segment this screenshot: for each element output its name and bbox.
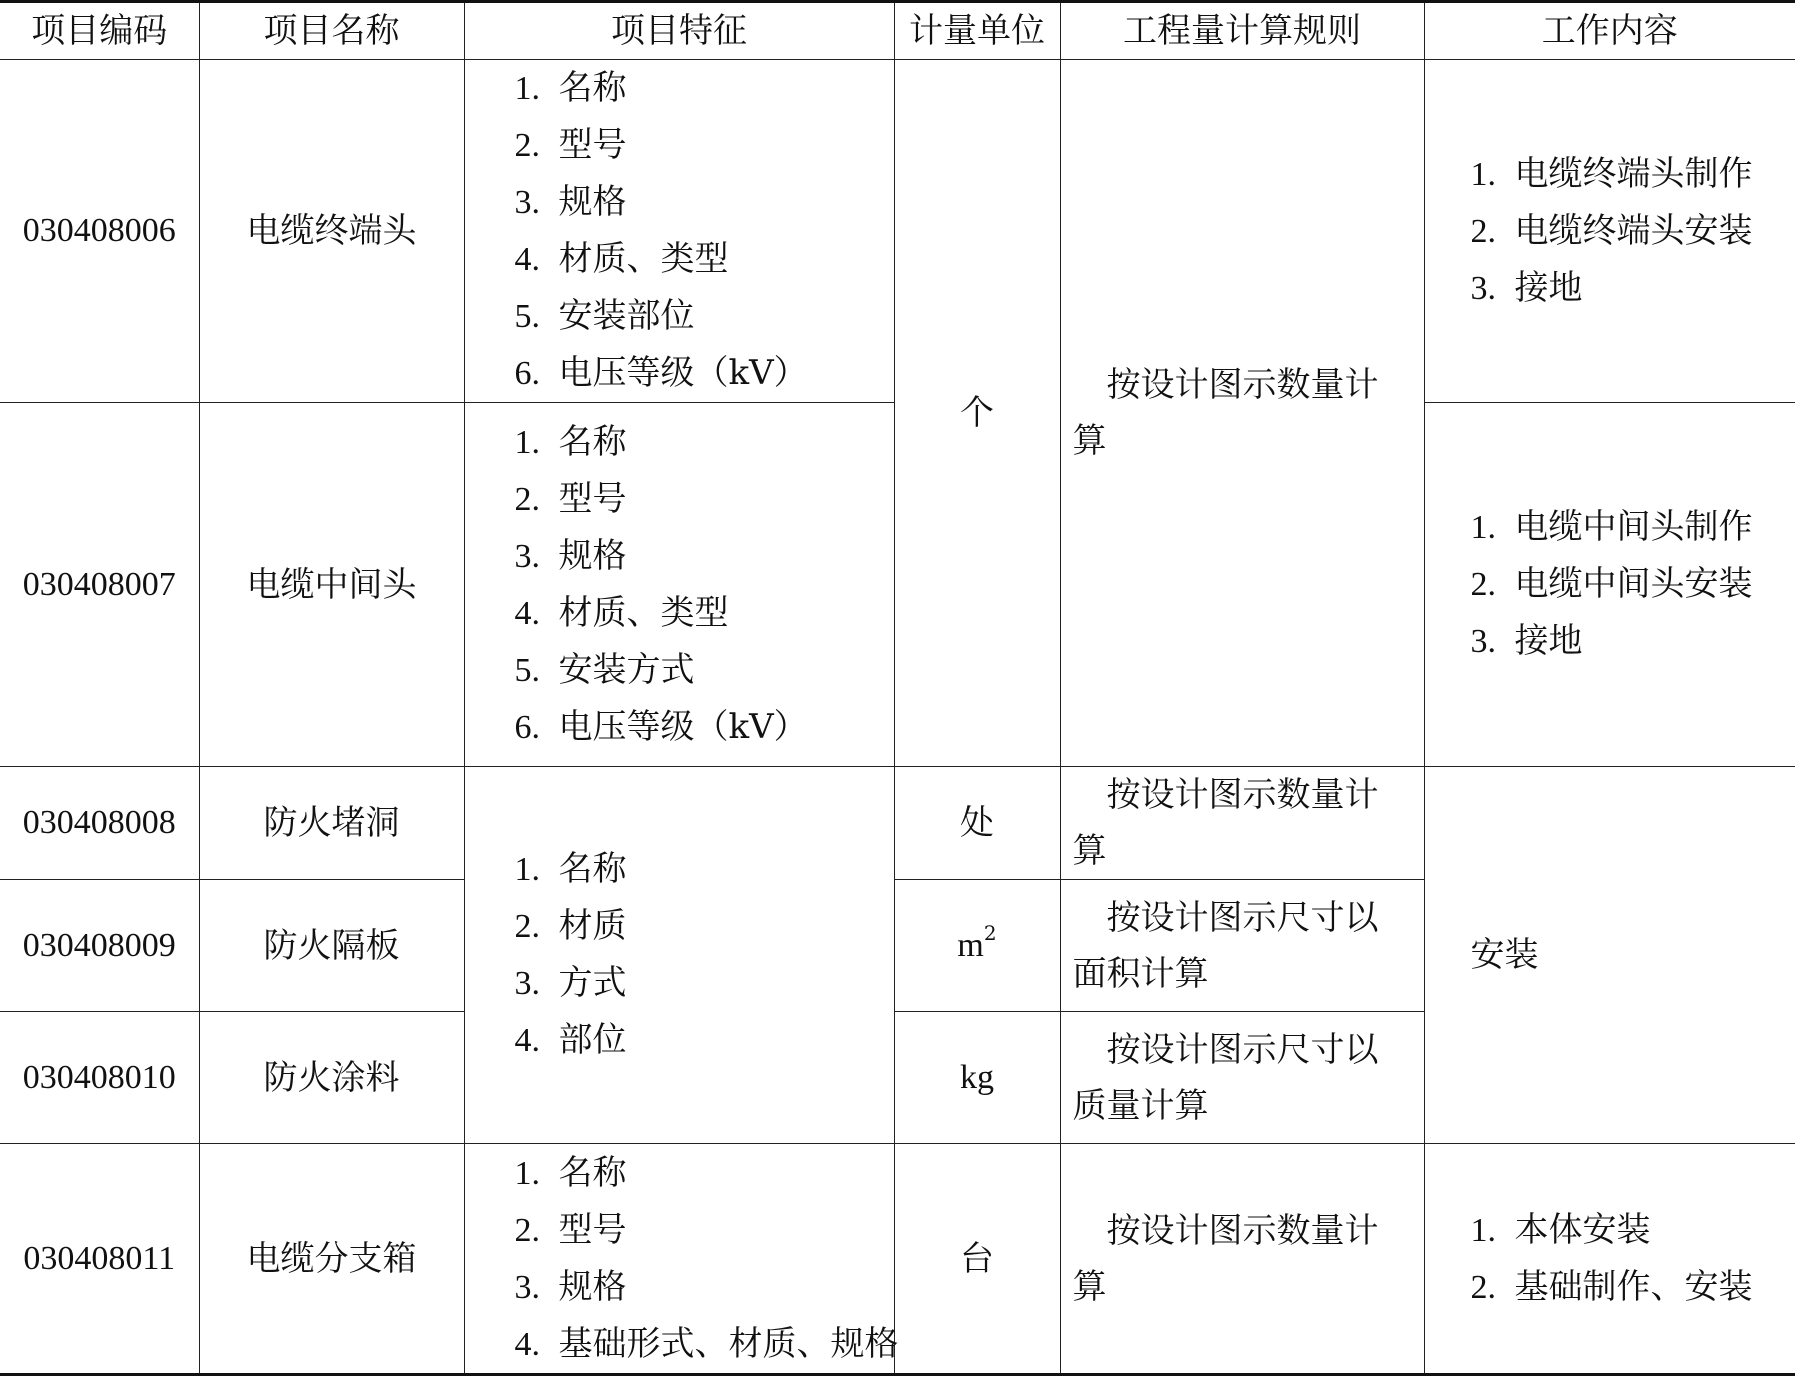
item-features [464, 60, 894, 403]
feature-item: 2. 型号 [515, 117, 894, 174]
work-item: 3. 接地 [1471, 260, 1795, 317]
table-row [0, 60, 1795, 403]
item-code: 030408011 [0, 1144, 199, 1375]
work-item: 2. 电缆中间头安装 [1471, 556, 1795, 613]
item-name: 防火隔板 [199, 880, 464, 1012]
item-unit: $m^2$ [894, 880, 1060, 1012]
item-features [464, 403, 894, 767]
work-item: 1. 电缆终端头制作 [1471, 146, 1795, 203]
feature-item: 1. 名称 [515, 1145, 894, 1202]
item-code: 030408007 [0, 403, 199, 767]
feature-item: 1. 名称 [515, 841, 894, 898]
item-rule: 按设计图示数量计算 [1060, 60, 1424, 767]
item-unit: kg [894, 1012, 1060, 1144]
feature-item: 3. 方式 [515, 955, 894, 1012]
item-work [1424, 1144, 1795, 1375]
item-rule: 按设计图示尺寸以质量计算 [1060, 1012, 1424, 1144]
table-row [0, 1144, 1795, 1375]
work-item: 2. 基础制作、安装 [1471, 1259, 1795, 1316]
feature-item: 5. 安装部位 [515, 288, 894, 345]
feature-item: 5. 安装方式 [515, 642, 894, 699]
item-name: 防火涂料 [199, 1012, 464, 1144]
feature-item: 6. 电压等级（kV） [515, 345, 894, 402]
item-rule: 按设计图示数量计算 [1060, 1144, 1424, 1375]
header-code: 项目编码 [0, 2, 199, 60]
feature-item: 2. 型号 [515, 471, 894, 528]
item-code: 030408010 [0, 1012, 199, 1144]
feature-item: 4. 材质、类型 [515, 585, 894, 642]
feature-item: 4. 材质、类型 [515, 231, 894, 288]
item-work [1424, 403, 1795, 767]
header-name: 项目名称 [199, 2, 464, 60]
header-unit: 计量单位 [894, 2, 1060, 60]
item-rule: 按设计图示数量计算 [1060, 767, 1424, 880]
feature-item: 2. 型号 [515, 1202, 894, 1259]
work-item: 1. 电缆中间头制作 [1471, 499, 1795, 556]
feature-item: 2. 材质 [515, 898, 894, 955]
feature-item: 1. 名称 [515, 60, 894, 117]
header-features: 项目特征 [464, 2, 894, 60]
item-name: 电缆终端头 [199, 60, 464, 403]
item-work: 安装 [1424, 767, 1795, 1144]
work-item: 2. 电缆终端头安装 [1471, 203, 1795, 260]
item-features [464, 1144, 894, 1375]
item-name: 电缆分支箱 [199, 1144, 464, 1375]
item-unit: 个 [894, 60, 1060, 767]
item-unit: 处 [894, 767, 1060, 880]
item-unit: 台 [894, 1144, 1060, 1375]
table-row [0, 767, 1795, 880]
item-code: 030408009 [0, 880, 199, 1012]
feature-item: 4. 基础形式、材质、规格 [515, 1316, 894, 1373]
feature-item: 1. 名称 [515, 414, 894, 471]
header-row [0, 2, 1795, 60]
work-item: 3. 接地 [1471, 613, 1795, 670]
item-work [1424, 60, 1795, 403]
item-name: 防火堵洞 [199, 767, 464, 880]
item-code: 030408006 [0, 60, 199, 403]
header-work: 工作内容 [1424, 2, 1795, 60]
item-features [464, 767, 894, 1144]
item-name: 电缆中间头 [199, 403, 464, 767]
feature-item: 4. 部位 [515, 1012, 894, 1069]
feature-item: 6. 电压等级（kV） [515, 699, 894, 756]
item-code: 030408008 [0, 767, 199, 880]
feature-item: 3. 规格 [515, 528, 894, 585]
item-rule: 按设计图示尺寸以面积计算 [1060, 880, 1424, 1012]
work-item: 1. 本体安装 [1471, 1202, 1795, 1259]
feature-item: 3. 规格 [515, 1259, 894, 1316]
header-rule: 工程量计算规则 [1060, 2, 1424, 60]
feature-item: 3. 规格 [515, 174, 894, 231]
